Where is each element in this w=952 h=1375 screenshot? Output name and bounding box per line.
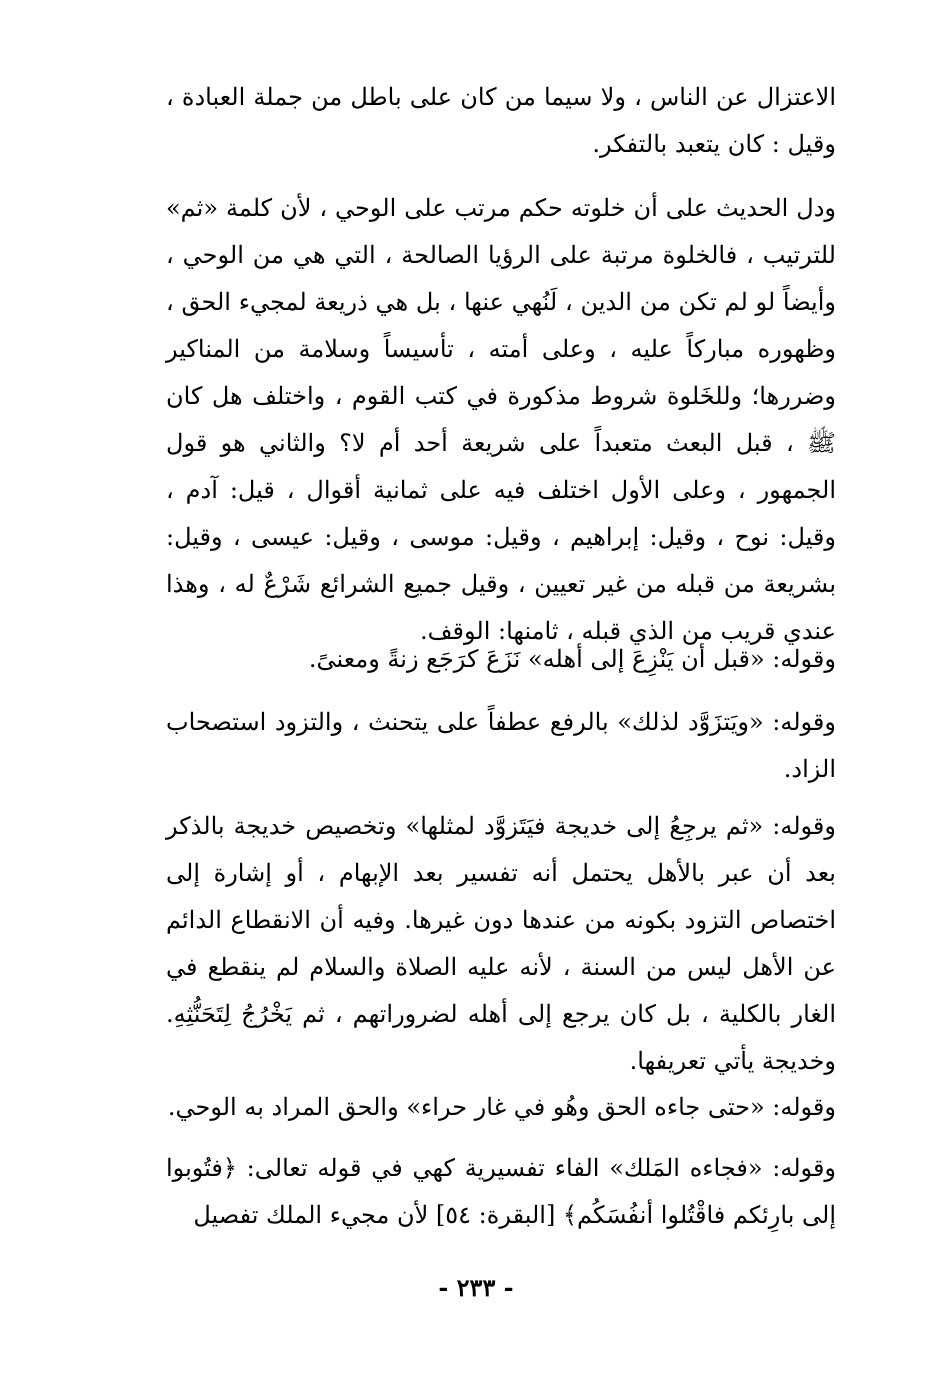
paragraph-1: الاعتزال عن الناس ، ولا سيما من كان على باطل من جملة العبادة ، وقيل : كان يتعبد بالتفكر. [166, 83, 836, 158]
paragraph-2: ودل الحديث على أن خلوته حكم مرتب على الوحي ، لأن كلمة «ثم» للترتيب ، فالخلوة مرتبة على الرؤيا الصالحة ، التي هي من الوحي ، وأيضاً لو لم تكن من الدين ، لَنُهي عنها ، بل هي ذريعة لمجيء الحق ، وظهوره مباركاً عليه ، وعلى أمته ، تأسيساً وسلامة من المناكير وضررها؛ وللخَلوة شروط مذكورة في كتب القوم ، واختلف هل كان ﷺ ، قبل البعث متعبداً على شريعة أحد أم لا؟ والثاني هو قول الجمهور ، وعلى الأول اختلف فيه على ثمانية أقوال ، قيل: آدم ، وقيل: نوح ، وقيل: إبراهيم ، وقيل: موسى ، وقيل: عيسى ، وقيل: بشريعة من قبله من غير تعيين ، وقيل جميع الشرائع شَرْعٌ له ، وهذا عندي قريب من الذي قبله ، ثامنها: الوقف. [166, 194, 836, 645]
paragraph-4: وقوله: «ويَتزَوَّد لذلك» بالرفع عطفاً على يتحنث ، والتزود استصحاب الزاد. [166, 708, 836, 783]
paragraph-5: وقوله: «ثم يرجِعُ إلى خديجة فيَتَزوَّد لمثلها» وتخصيص خديجة بالذكر بعد أن عبر بالأهل يحتمل أنه تفسير بعد الإبهام ، أو إشارة إلى اختصاص التزود بكونه من عندها دون غيرها. وفيه أن الانقطاع الدائم عن الأهل ليس من السنة ، لأنه عليه الصلاة والسلام لم ينقطع في الغار بالكلية ، بل كان يرجع إلى أهله لضروراتهم ، ثم يَخْرُجُ لِتَحَنُّثِهِ. وخديجة يأتي تعريفها. [166, 812, 836, 1075]
paragraph-6: وقوله: «حتى جاءه الحق وهُو في غار حراء» والحق المراد به الوحي. [167, 1093, 836, 1121]
page-number: - ٢٣٣ - [438, 1273, 514, 1302]
paragraph-7: وقوله: «فجاءه المَلك» الفاء تفسيرية كهي في قوله تعالى: ﴿فتُوبوا إلى بارِئكم فاقْتُلوا أنفُسَكُم﴾ [البقرة: ٥٤] لأن مجيء الملك تفصيل [166, 1154, 837, 1229]
paragraph-3: وقوله: «قبل أن يَنْزِعَ إلى أهله» نَزَعَ كرَجَع زنةً ومعنىً. [308, 645, 836, 673]
